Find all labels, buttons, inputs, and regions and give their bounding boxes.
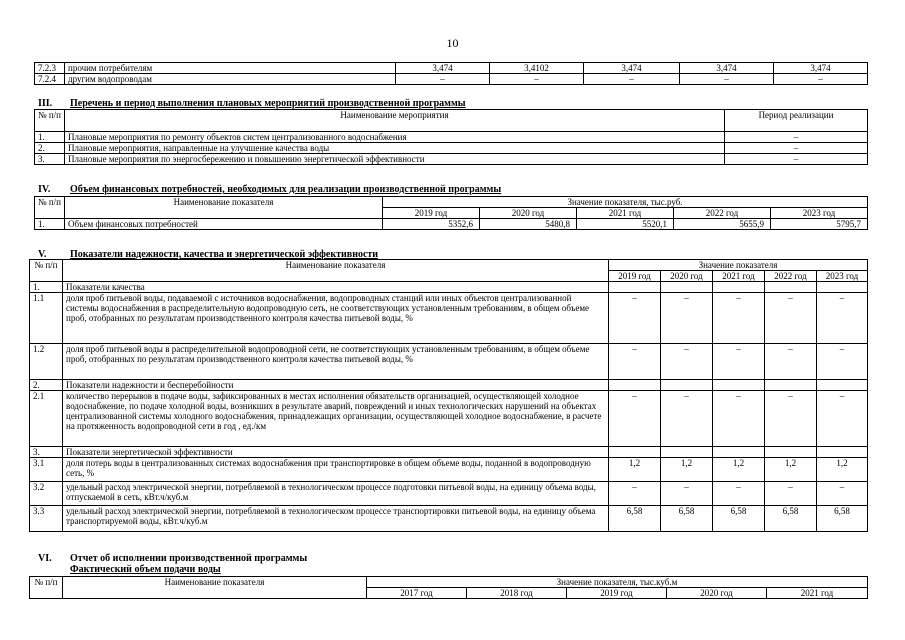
table-row (35, 74, 868, 85)
row-name: Показатели энергетической эффективности (63, 447, 609, 458)
row-number: 3. (35, 154, 65, 165)
table-row (30, 391, 868, 447)
row-name: Показатели качества (63, 282, 609, 293)
row-name: другим водопроводам (65, 74, 396, 85)
col-header-number: № п/п (30, 577, 63, 599)
value-cell: 5795,7 (771, 219, 868, 230)
value-cell: – (817, 293, 868, 344)
row-name: Показатели надежности и бесперебойности (63, 380, 609, 391)
col-header-value: Значение показателя, тыс.куб.м (367, 577, 868, 588)
value-cell: 6,58 (661, 506, 713, 532)
value-cell: – (661, 293, 713, 344)
value-cell: 1,2 (817, 458, 868, 482)
group-row (30, 282, 868, 293)
table-header-row (35, 110, 868, 132)
value-cell: 1,2 (713, 458, 765, 482)
value-cell: 3,4102 (490, 63, 584, 74)
continuation-table (34, 62, 868, 85)
value-cell: – (765, 482, 817, 506)
row-number: 1. (30, 282, 63, 293)
value-cell: 5520,1 (577, 219, 674, 230)
section-6-subtitle (70, 564, 221, 575)
value-cell: 6,58 (817, 506, 868, 532)
col-header-number: № п/п (35, 110, 65, 132)
value-cell: 5352,6 (383, 219, 480, 230)
row-number: 1. (35, 132, 65, 143)
row-number: 2.1 (30, 391, 63, 447)
period-cell: – (725, 143, 868, 154)
row-number: 3.1 (30, 458, 63, 482)
value-cell: 1,2 (661, 458, 713, 482)
col-header-number: № п/п (30, 260, 63, 282)
period-cell: – (725, 132, 868, 143)
col-header-name: Наименование показателя (65, 197, 383, 219)
section-title: Отчет об исполнении производственной программы (70, 553, 308, 564)
row-name: доля потерь воды в централизованных системах водоснабжения при транспортировке в общем объеме воды, поданной в водопроводную сеть, % (63, 458, 609, 482)
section-4-heading (38, 184, 501, 195)
section-title: Показатели надежности, качества и энергетической эффективности (70, 249, 379, 260)
row-number: 3.2 (30, 482, 63, 506)
row-name: Плановые мероприятия по ремонту объектов систем централизованного водоснабжения (65, 132, 725, 143)
section-6-heading (38, 553, 307, 564)
value-cell: 5480,8 (480, 219, 577, 230)
col-header-name: Наименование мероприятия (65, 110, 725, 132)
section-number: VI. (38, 553, 52, 564)
row-number: 3.3 (30, 506, 63, 532)
value-cell: 5655,9 (674, 219, 771, 230)
row-number: 7.2.3 (35, 63, 65, 74)
table-row (30, 482, 868, 506)
col-header-value: Значение показателя, тыс.руб. (383, 197, 868, 208)
value-cell: – (765, 293, 817, 344)
year-header: 2021 год (577, 208, 674, 219)
table-row (35, 219, 868, 230)
value-cell: – (817, 391, 868, 447)
table-row (35, 63, 868, 74)
year-header: 2020 год (661, 271, 713, 282)
value-cell: 3,474 (396, 63, 490, 74)
value-cell: – (713, 344, 765, 380)
year-header: 2021 год (767, 588, 868, 599)
year-header: 2017 год (367, 588, 467, 599)
section-title: Перечень и период выполнения плановых мероприятий производственной программы (70, 98, 466, 109)
year-header: 2019 год (383, 208, 480, 219)
section-number: IV. (38, 184, 51, 195)
indicators-table (29, 259, 868, 532)
value-cell: – (661, 344, 713, 380)
measures-table (34, 109, 868, 165)
value-cell: – (609, 482, 661, 506)
value-cell: – (396, 74, 490, 85)
table-row (35, 132, 868, 143)
value-cell: – (817, 482, 868, 506)
year-header: 2023 год (817, 271, 868, 282)
row-name: удельный расход электрической энергии, потребляемой в технологическом процессе подготовки питьевой воды, на единицу объема воды, отпускаемой в сеть, кВт.ч/куб.м (63, 482, 609, 506)
year-header: 2022 год (765, 271, 817, 282)
row-number: 1. (35, 219, 65, 230)
section-subtitle: Фактический объем подачи воды (70, 564, 221, 575)
year-header: 2019 год (609, 271, 661, 282)
row-name: Плановые мероприятия по энергосбережению и повышению энергетической эффективности (65, 154, 725, 165)
table-row (35, 143, 868, 154)
year-header: 2020 год (480, 208, 577, 219)
table-header-row (30, 260, 868, 271)
value-cell: 1,2 (765, 458, 817, 482)
value-cell: – (713, 482, 765, 506)
value-cell: 1,2 (609, 458, 661, 482)
row-number: 2. (30, 380, 63, 391)
section-3-heading (38, 98, 466, 109)
col-header-name: Наименование показателя (63, 577, 367, 599)
group-row (30, 380, 868, 391)
value-cell: – (609, 391, 661, 447)
table-row (30, 458, 868, 482)
section-title: Объем финансовых потребностей, необходимых для реализации производственной программы (70, 184, 502, 195)
value-cell: – (765, 344, 817, 380)
period-cell: – (725, 154, 868, 165)
value-cell: 6,58 (713, 506, 765, 532)
row-name: количество перерывов в подаче воды, зафиксированных в местах исполнения обязательств организацией, осуществляющей холодное водоснабжение, по подаче холодной воды, возникших в результате аварий, повреждений и иных технологических нарушений на объектах централизованной системы холодного водоснабжения, принадлежащих организации, осуществляющей холодное водоснабжение, в расчете на протяженность водопроводной сети в год , ед./км (63, 391, 609, 447)
table-row (30, 344, 868, 380)
table-row (30, 506, 868, 532)
page-number: 10 (446, 36, 459, 50)
section-number: V. (38, 249, 47, 260)
value-cell: 3,474 (584, 63, 680, 74)
row-number: 1.2 (30, 344, 63, 380)
row-number: 7.2.4 (35, 74, 65, 85)
year-header: 2022 год (674, 208, 771, 219)
col-header-name: Наименование показателя (63, 260, 609, 282)
row-name: доля проб питьевой воды в распределительной водопроводной сети, не соответствующих установленным требованиям, в общем объеме проб, отобранных по результатам производственного контроля качества питьевой воды, % (63, 344, 609, 380)
row-number: 2. (35, 143, 65, 154)
year-header: 2018 год (467, 588, 567, 599)
value-cell: 6,58 (609, 506, 661, 532)
value-cell: – (713, 293, 765, 344)
row-name: доля проб питьевой воды, подаваемой с источников водоснабжения, водопроводных станций или иных объектов централизованной системы водоснабжения в распределительную водопроводную сеть, не соответствующих установленным требованиям, в общем объеме проб, отобранных по результатам производственного контроля качества питьевой воды, % (63, 293, 609, 344)
table-header-row (35, 197, 868, 208)
row-name: Объем финансовых потребностей (65, 219, 383, 230)
col-header-number: № п/п (35, 197, 65, 219)
report-table (29, 576, 868, 599)
value-cell: 3,474 (774, 63, 868, 74)
col-header-period: Период реализации (725, 110, 868, 132)
year-header: 2021 год (713, 271, 765, 282)
value-cell: 3,474 (680, 63, 774, 74)
value-cell: – (609, 344, 661, 380)
value-cell: 6,58 (765, 506, 817, 532)
table-header-row (30, 577, 868, 588)
value-cell: – (713, 391, 765, 447)
value-cell: – (765, 391, 817, 447)
col-header-value: Значение показателя (609, 260, 868, 271)
year-header: 2019 год (567, 588, 667, 599)
value-cell: – (817, 344, 868, 380)
financial-table (34, 196, 868, 230)
row-number: 3. (30, 447, 63, 458)
value-cell: – (680, 74, 774, 85)
value-cell: – (774, 74, 868, 85)
row-name: удельный расход электрической энергии, потребляемой в технологическом процессе транспортировки питьевой воды, на единицу объема транспортируемой воды, кВт.ч/куб.м (63, 506, 609, 532)
value-cell: – (584, 74, 680, 85)
section-number: III. (38, 98, 53, 109)
row-name: Плановые мероприятия, направленные на улучшение качества воды (65, 143, 725, 154)
year-header: 2020 год (667, 588, 767, 599)
table-row (30, 293, 868, 344)
value-cell: – (609, 293, 661, 344)
row-number: 1.1 (30, 293, 63, 344)
value-cell: – (490, 74, 584, 85)
year-header: 2023 год (771, 208, 868, 219)
table-row (35, 154, 868, 165)
value-cell: – (661, 391, 713, 447)
value-cell: – (661, 482, 713, 506)
group-row (30, 447, 868, 458)
row-name: прочим потребителям (65, 63, 396, 74)
